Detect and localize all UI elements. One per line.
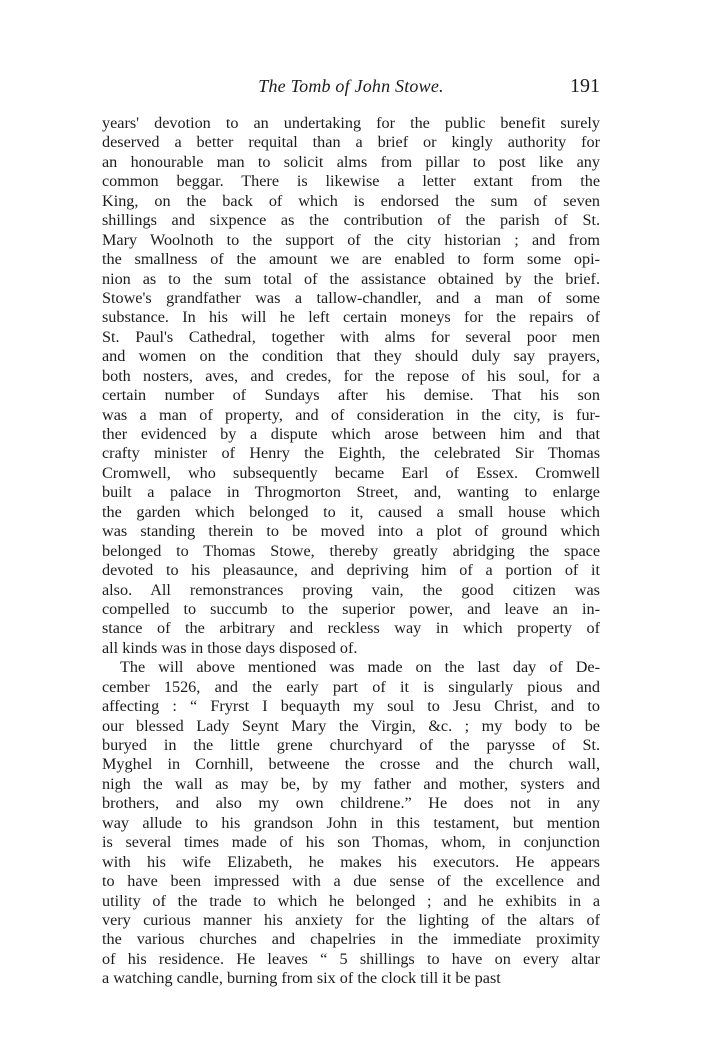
text-line: nigh the wall as may be, by my father and mother, systers and xyxy=(102,774,600,793)
text-line: shillings and sixpence as the contribution of the parish of St. xyxy=(102,211,600,230)
text-line: of his residence. He leaves “ 5 shillings to have on every altar xyxy=(102,949,600,968)
text-line: way allude to his grandson John in this testament, but mention xyxy=(102,813,600,832)
book-page xyxy=(102,72,600,989)
text-line: buryed in the little grene churchyard of the parysse of St. xyxy=(102,736,600,754)
text-line: devoted to his pleasaunce, and depriving him of a portion of it xyxy=(102,561,600,580)
paragraph xyxy=(102,114,600,658)
text-line: cember 1526, and the early part of it is singularly pious and xyxy=(102,677,600,696)
paragraph xyxy=(102,658,600,988)
text-line: years' devotion to an undertaking for the public benefit surely xyxy=(102,114,600,132)
running-title: The Tomb of John Stowe. xyxy=(258,76,444,96)
text-line: and women on the condition that they should duly say prayers, xyxy=(102,347,600,366)
text-line: very curious manner his anxiety for the lighting of the altars of xyxy=(102,910,600,929)
text-line: our blessed Lady Seynt Mary the Virgin, &c. ; my body to be xyxy=(102,716,600,735)
text-line: King, on the back of which is endorsed the sum of seven xyxy=(102,191,600,210)
text-line: both nosters, aves, and credes, for the repose of his soul, for a xyxy=(102,366,600,385)
text-line: also. All remonstrances proving vain, the good citizen was xyxy=(102,580,600,599)
running-head xyxy=(102,72,600,106)
text-line: Stowe's grandfather was a tallow-chandler, and a man of some xyxy=(102,288,600,307)
text-line: was a man of property, and of consideration in the city, is fur- xyxy=(102,405,600,424)
text-line: Cromwell, who subsequently became Earl of Essex. Cromwell xyxy=(102,463,600,482)
text-line: St. Paul's Cathedral, together with alms for several poor men xyxy=(102,327,600,346)
text-line: The will above mentioned was made on the last day of De- xyxy=(120,658,600,677)
text-line: the garden which belonged to it, caused a small house which xyxy=(102,502,600,521)
text-line: nion as to the sum total of the assistance obtained by the brief. xyxy=(102,269,600,288)
text-line: Myghel in Cornhill, betweene the crosse and the church wall, xyxy=(102,755,600,774)
text-line: built a palace in Throgmorton Street, and, wanting to enlarge xyxy=(102,483,600,502)
text-line: deserved a better requital than a brief or kingly authority for xyxy=(102,133,600,152)
text-line: brothers, and also my own childrene.” He does not in any xyxy=(102,794,600,813)
text-line: the various churches and chapelries in the immediate proximity xyxy=(102,930,600,949)
text-line: an honourable man to solicit alms from pillar to post like any xyxy=(102,152,600,171)
text-line: crafty minister of Henry the Eighth, the celebrated Sir Thomas xyxy=(102,444,600,463)
text-line: is several times made of his son Thomas, whom, in conjunction xyxy=(102,833,600,852)
text-line: a watching candle, burning from six of the clock till it be past xyxy=(102,969,501,988)
text-line: to have been impressed with a due sense of the excellence and xyxy=(102,872,600,891)
text-line: stance of the arbitrary and reckless way in which property of xyxy=(102,619,600,638)
body-text xyxy=(102,114,600,989)
text-line: compelled to succumb to the superior power, and leave an in- xyxy=(102,599,600,618)
text-line: common beggar. There is likewise a letter extant from the xyxy=(102,172,600,191)
text-line: all kinds was in those days disposed of. xyxy=(102,638,358,657)
page-number: 191 xyxy=(570,75,600,97)
text-line: certain number of Sundays after his demise. That his son xyxy=(102,386,600,405)
text-line: ther evidenced by a dispute which arose between him and that xyxy=(102,425,600,443)
text-line: belonged to Thomas Stowe, thereby greatly abridging the space xyxy=(102,541,600,560)
text-line: substance. In his will he left certain moneys for the repairs of xyxy=(102,308,600,327)
text-line: affecting : “ Fryrst I bequayth my soul to Jesu Christ, and to xyxy=(102,697,600,716)
text-line: the smallness of the amount we are enabled to form some opi- xyxy=(102,250,600,269)
text-line: was standing therein to be moved into a plot of ground which xyxy=(102,522,600,541)
text-line: Mary Woolnoth to the support of the city historian ; and from xyxy=(102,230,600,249)
text-line: with his wife Elizabeth, he makes his executors. He appears xyxy=(102,852,600,871)
text-line: utility of the trade to which he belonged ; and he exhibits in a xyxy=(102,891,600,910)
